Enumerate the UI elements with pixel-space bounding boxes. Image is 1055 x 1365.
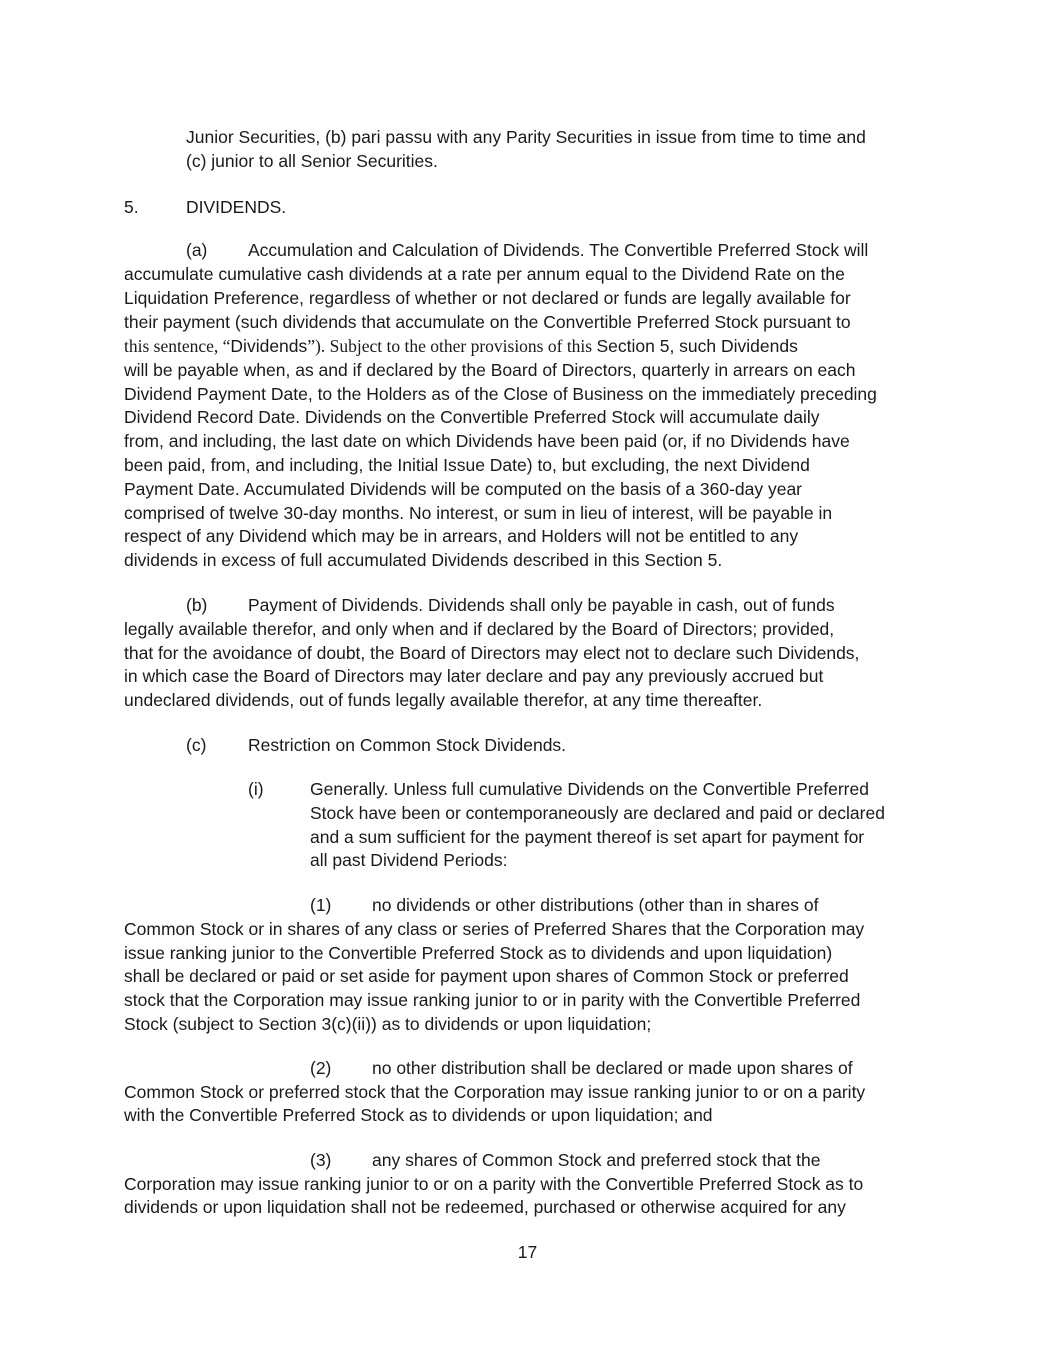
para-c-label: (c) — [186, 735, 207, 755]
item-3-line: dividends or upon liquidation shall not be redeemed, purchased or otherwise acquired for any — [124, 1197, 846, 1217]
para-a-line: Liquidation Preference, regardless of whether or not declared or funds are legally available for — [124, 288, 851, 308]
item-2-label: (2) — [310, 1058, 332, 1078]
para-c-i-line: Stock have been or contemporaneously are declared and paid or declared — [310, 803, 885, 823]
item-2-line: no other distribution shall be declared or made upon shares of — [372, 1058, 853, 1078]
para-a-line: Dividend Payment Date, to the Holders as of the Close of Business on the immediately preceding — [124, 384, 877, 404]
para-b-line: legally available therefor, and only when and if declared by the Board of Directors; provided, — [124, 619, 835, 639]
para-a-line: their payment (such dividends that accumulate on the Convertible Preferred Stock pursuant to — [124, 312, 851, 332]
para-b-line: undeclared dividends, out of funds legally available therefor, at any time thereafter. — [124, 690, 763, 710]
para-a-line: accumulate cumulative cash dividends at a rate per annum equal to the Dividend Rate on the — [124, 264, 845, 284]
para-a-line: respect of any Dividend which may be in arrears, and Holders will not be entitled to any — [124, 526, 799, 546]
intro-line-2: (c) junior to all Senior Securities. — [186, 151, 438, 171]
item-3-line: any shares of Common Stock and preferred stock that the — [372, 1150, 821, 1170]
item-1-line: no dividends or other distributions (other than in shares of — [372, 895, 819, 915]
para-a-line5-part: ”). Subject to the other provisions of this — [307, 336, 597, 356]
item-3-line: Corporation may issue ranking junior to or on a parity with the Convertible Preferred Stock as to — [124, 1174, 864, 1194]
para-a-label: (a) — [186, 240, 208, 260]
item-1-line: Stock (subject to Section 3(c)(ii)) as to dividends or upon liquidation; — [124, 1014, 652, 1034]
para-a-line5-defined-term: Dividends — [230, 336, 308, 356]
para-a-line5-part: Section 5, such Dividends — [596, 336, 798, 356]
para-c-i-line: Generally. Unless full cumulative Dividends on the Convertible Preferred — [310, 779, 869, 799]
para-a-line-mixed — [124, 334, 798, 358]
para-a-line: been paid, from, and including, the Initial Issue Date) to, but excluding, the next Dividend — [124, 455, 810, 475]
para-a-line: from, and including, the last date on which Dividends have been paid (or, if no Dividends have — [124, 431, 850, 451]
item-2-line: Common Stock or preferred stock that the Corporation may issue ranking junior to or on a parity — [124, 1082, 866, 1102]
para-a-line5-part: this sentence, “ — [124, 336, 231, 356]
para-a-line: dividends in excess of full accumulated Dividends described in this Section 5. — [124, 550, 723, 570]
para-b-line: that for the avoidance of doubt, the Board of Directors may elect not to declare such Dividends, — [124, 643, 860, 663]
para-c-i-label: (i) — [248, 779, 264, 799]
item-1-line: Common Stock or in shares of any class or series of Preferred Shares that the Corporation may — [124, 919, 865, 939]
item-1-line: stock that the Corporation may issue ranking junior to or in parity with the Convertible Preferred — [124, 990, 861, 1010]
para-b-label: (b) — [186, 595, 208, 615]
page-number: 17 — [517, 1242, 538, 1262]
item-1-line: shall be declared or paid or set aside for payment upon shares of Common Stock or preferred — [124, 966, 849, 986]
item-1-line: issue ranking junior to the Convertible Preferred Stock as to dividends and upon liquidation) — [124, 943, 833, 963]
para-a-line: will be payable when, as and if declared by the Board of Directors, quarterly in arrears on each — [124, 360, 856, 380]
para-c-i-line: and a sum sufficient for the payment thereof is set apart for payment for — [310, 827, 865, 847]
para-c-title: Restriction on Common Stock Dividends. — [248, 735, 567, 755]
intro-line-1: Junior Securities, (b) pari passu with any Parity Securities in issue from time to time and — [186, 127, 866, 147]
para-a-line: Payment Date. Accumulated Dividends will be computed on the basis of a 360-day year — [124, 479, 803, 499]
para-c-i-line: all past Dividend Periods: — [310, 850, 508, 870]
item-2-line: with the Convertible Preferred Stock as to dividends or upon liquidation; and — [124, 1105, 713, 1125]
para-b-line: Payment of Dividends. Dividends shall only be payable in cash, out of funds — [248, 595, 835, 615]
para-a-line: comprised of twelve 30-day months. No interest, or sum in lieu of interest, will be payable in — [124, 503, 833, 523]
para-a-line: Dividend Record Date. Dividends on the Convertible Preferred Stock will accumulate daily — [124, 407, 820, 427]
section-title: DIVIDENDS. — [186, 197, 287, 217]
section-number: 5. — [124, 197, 139, 217]
para-b-line: in which case the Board of Directors may later declare and pay any previously accrued but — [124, 666, 824, 686]
item-1-label: (1) — [310, 895, 332, 915]
item-3-label: (3) — [310, 1150, 332, 1170]
para-a-line: Accumulation and Calculation of Dividends. The Convertible Preferred Stock will — [248, 240, 869, 260]
